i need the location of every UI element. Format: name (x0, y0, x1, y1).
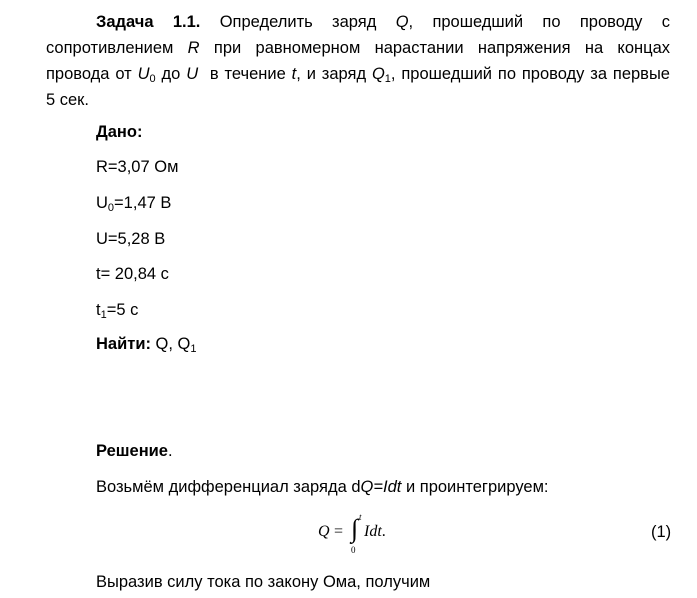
solution-step-2: Выразив силу тока по закону Ома, получим (96, 573, 431, 591)
equation-number: (1) (651, 523, 672, 541)
problem-line-2: сопротивлением R при равномерном нарастании напряжения на концах (46, 39, 671, 57)
integral-upper-limit: t (359, 512, 362, 522)
integral-sign-icon: ∫ (351, 514, 359, 543)
problem-line-3: провода от $U_0$ до U в течение t, и заряд $Q_1$, прошедший по проводу за первые (46, 65, 670, 85)
problem-line-4: 5 сек. (46, 91, 89, 109)
problem-line-1: Задача 1.1. Определить заряд Q, прошедший по проводу с (96, 13, 671, 31)
given-voltage-initial: $U_0=1,47$ В (96, 194, 172, 214)
formula-integrand: Idt. (364, 523, 386, 540)
given-time: t= 20,84 с (96, 265, 169, 283)
given-time-first: $t_1=5$ с (96, 301, 139, 321)
given-resistance: R=3,07 Ом (96, 158, 179, 176)
find-line: Найти: Q, $Q_1$ (96, 335, 197, 355)
solution-step-1: Возьмём дифференциал заряда dQ=Idt и проинтегрируем: (96, 478, 549, 496)
find-label: Найти: (96, 335, 151, 353)
formula-equals: = (334, 523, 344, 540)
given-voltage-final: U=5,28 В (96, 230, 166, 248)
problem-statement (46, 9, 670, 113)
problem-label: Задача 1.1. (96, 13, 201, 31)
formula-lhs: Q (318, 523, 330, 540)
integral-formula (318, 512, 428, 556)
given-heading: Дано: (96, 123, 143, 141)
solution-heading: Решение. (96, 442, 173, 460)
integral-lower-limit: 0 (351, 545, 356, 555)
